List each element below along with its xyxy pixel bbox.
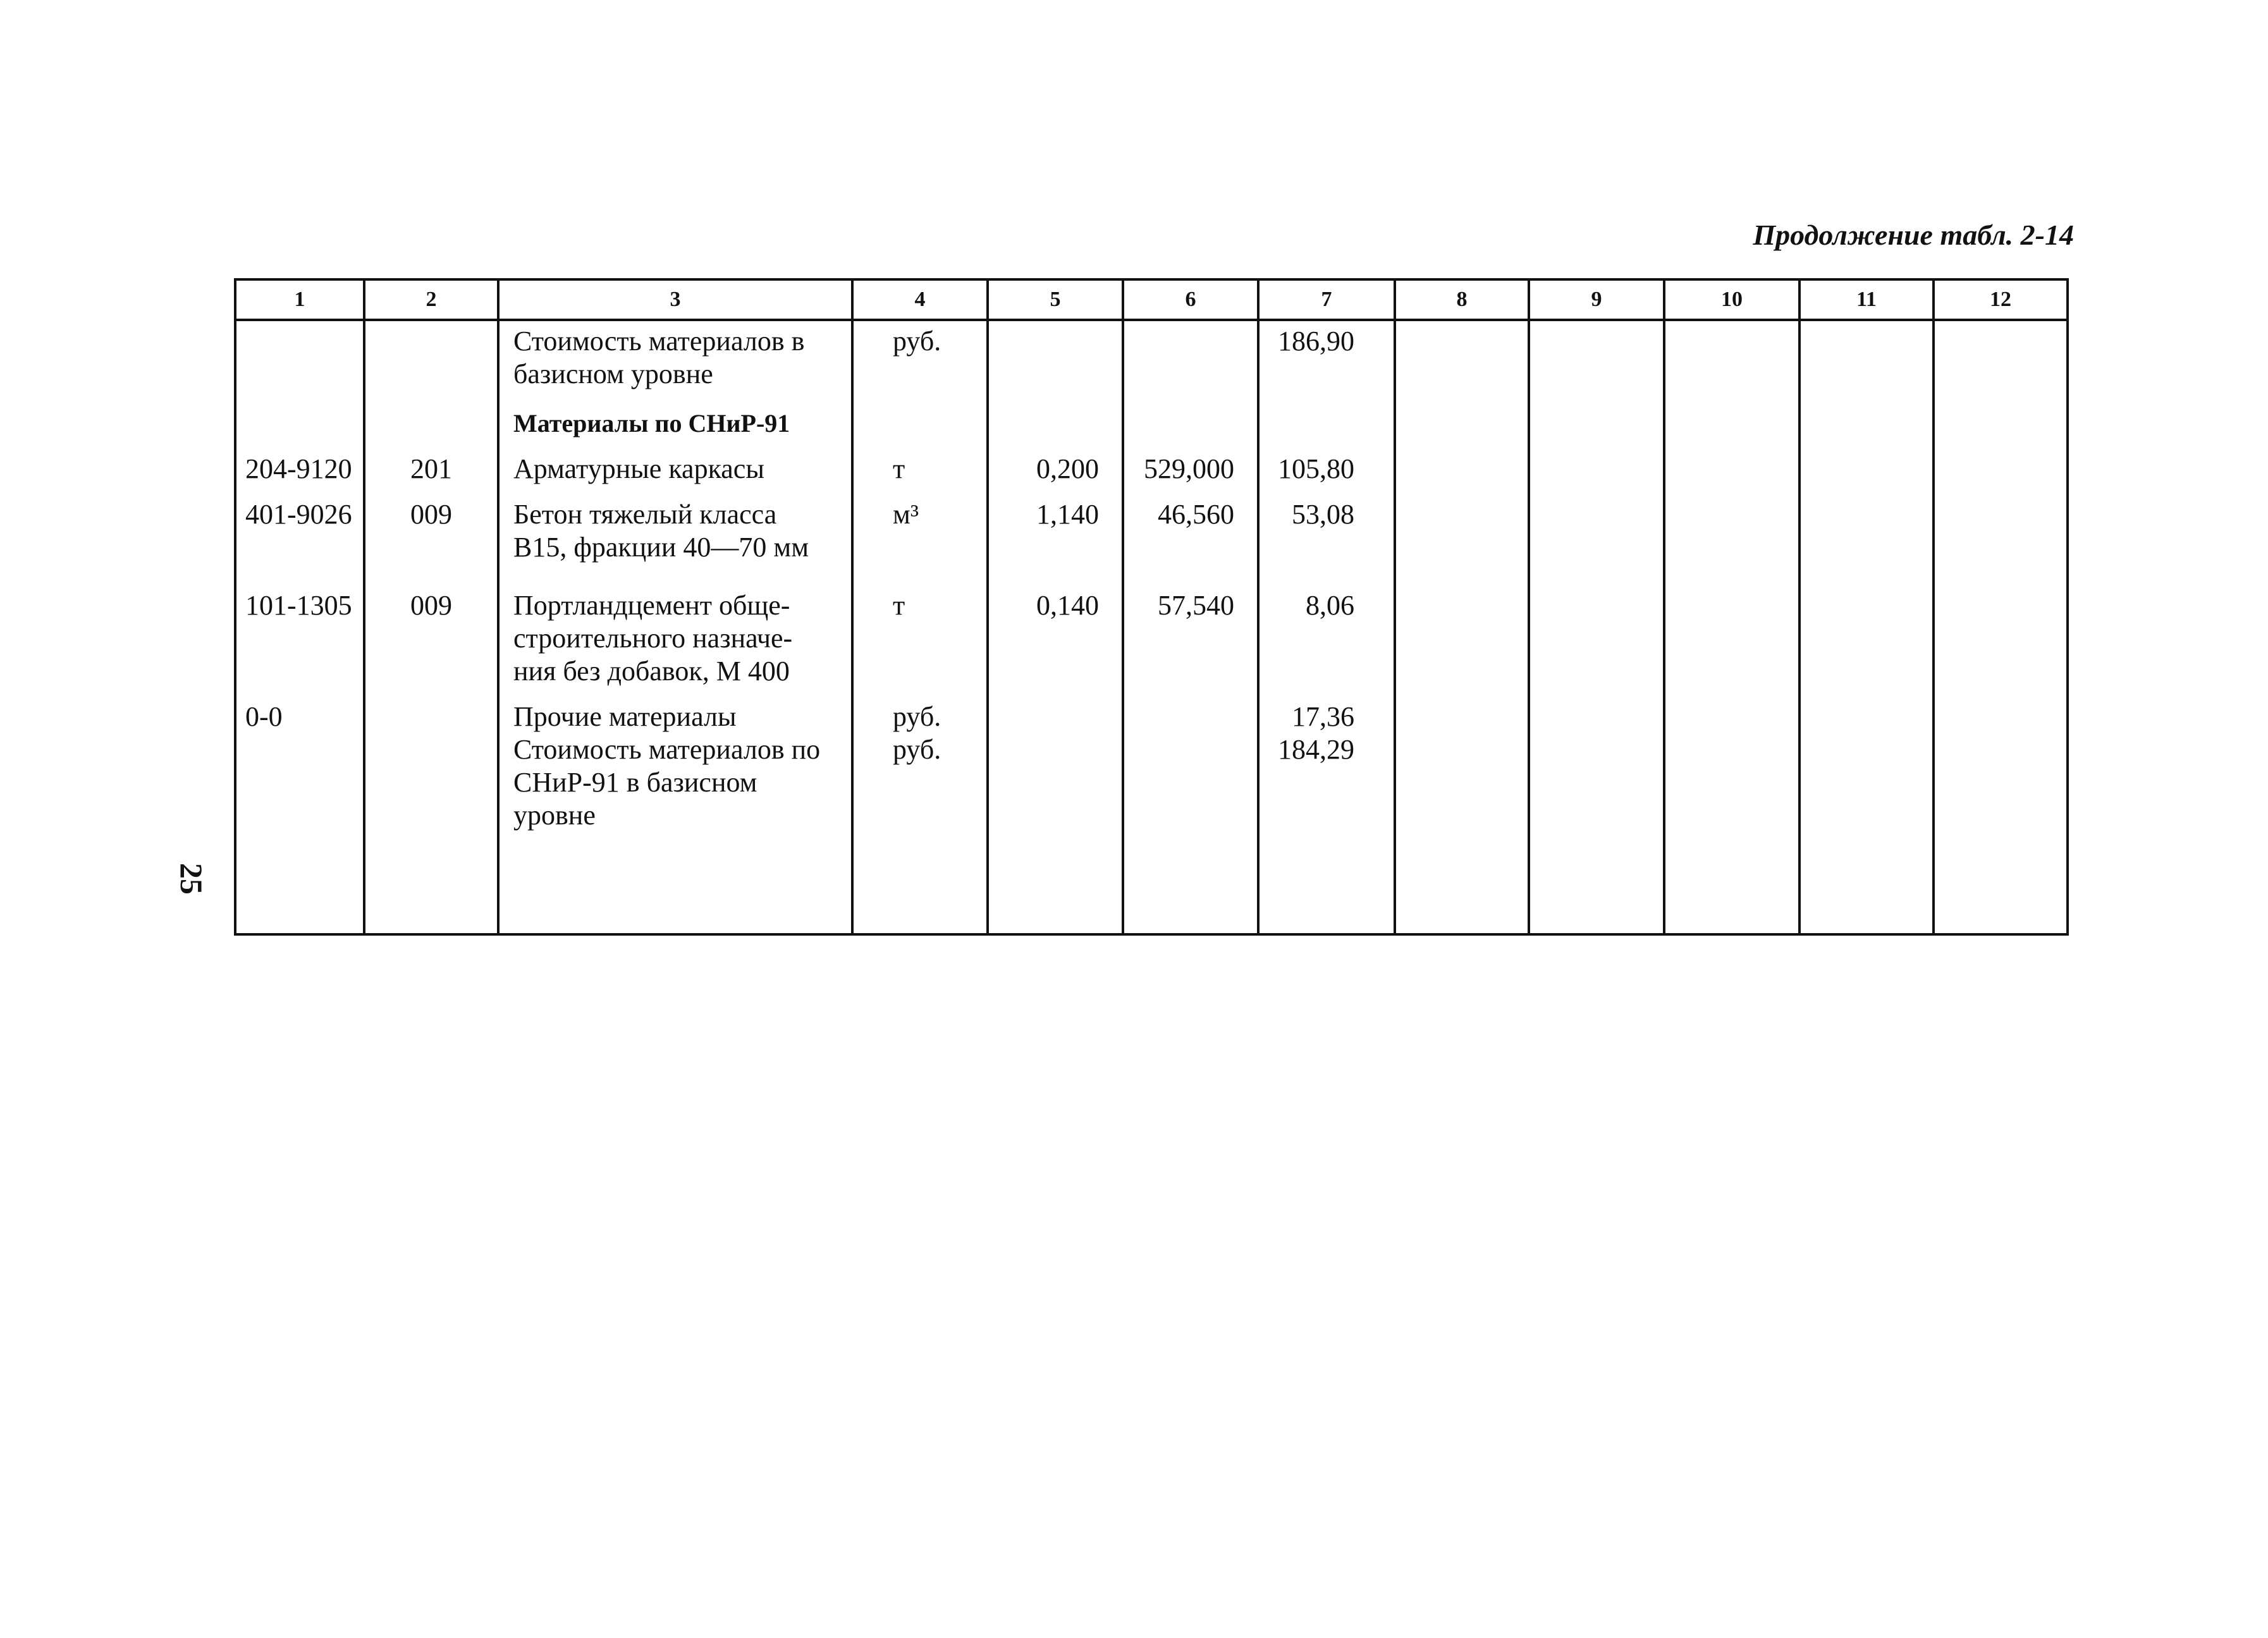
row-price: 46,560 <box>1158 499 1234 530</box>
row-total: 53,08 <box>1292 499 1354 530</box>
row-name: строительного назначе- <box>513 623 793 654</box>
row-price: 57,540 <box>1158 590 1234 621</box>
unit-column-cell <box>852 320 988 934</box>
snir-cost-total: 184,29 <box>1278 734 1354 765</box>
column-header: 3 <box>498 279 852 320</box>
row-number: 009 <box>410 590 452 621</box>
row-total: 105,80 <box>1278 453 1354 484</box>
row-price: 529,000 <box>1144 453 1234 484</box>
row-name: Арматурные каркасы <box>513 453 764 484</box>
column-header: 5 <box>988 279 1123 320</box>
name-column-cell <box>498 320 852 934</box>
row-name: В15, фракции 40—70 мм <box>513 532 809 563</box>
row-name: Бетон тяжелый класса <box>513 499 777 530</box>
snir-cost-label: Стоимость материалов по <box>513 734 821 765</box>
column-header: 11 <box>1799 279 1934 320</box>
column-header: 4 <box>852 279 988 320</box>
quantity-column-cell <box>988 320 1123 934</box>
page-number: 25 <box>174 863 209 895</box>
other-materials-unit: руб. <box>893 701 941 732</box>
empty-column-cell <box>1799 320 1934 934</box>
base-cost-unit: руб. <box>893 326 941 357</box>
column-header: 10 <box>1664 279 1799 320</box>
row-quantity: 1,140 <box>1036 499 1099 530</box>
column-header: 1 <box>235 279 364 320</box>
empty-column-cell <box>1664 320 1799 934</box>
number-column-cell <box>364 320 498 934</box>
header-row <box>235 279 2068 320</box>
snir-cost-label: уровне <box>513 800 596 831</box>
row-number: 009 <box>410 499 452 530</box>
row-code: 401-9026 <box>245 499 352 530</box>
row-unit: т <box>893 590 905 621</box>
row-number: 201 <box>410 453 452 484</box>
materials-table-container <box>234 278 2066 936</box>
other-materials-label: Прочие материалы <box>513 701 737 732</box>
empty-column-cell <box>1934 320 2068 934</box>
row-unit: т <box>893 453 905 484</box>
row-code: 101-1305 <box>245 590 352 621</box>
column-header: 2 <box>364 279 498 320</box>
base-cost-label: базисном уровне <box>513 358 713 389</box>
other-materials-total: 17,36 <box>1292 701 1354 732</box>
column-header: 8 <box>1395 279 1529 320</box>
materials-table <box>234 278 2069 936</box>
row-name: ния без добавок, М 400 <box>513 656 790 687</box>
snir-cost-label: СНиР-91 в базисном <box>513 767 757 798</box>
table-caption: Продолжение табл. 2-14 <box>1753 219 2074 251</box>
price-column-cell <box>1123 320 1258 934</box>
snir-cost-unit: руб. <box>893 734 941 765</box>
column-header: 7 <box>1258 279 1395 320</box>
section-title: Материалы по СНиР-91 <box>513 409 790 437</box>
row-quantity: 0,140 <box>1036 590 1099 621</box>
column-header: 9 <box>1529 279 1664 320</box>
column-header: 6 <box>1123 279 1258 320</box>
column-header: 12 <box>1934 279 2068 320</box>
base-cost-total: 186,90 <box>1278 326 1354 357</box>
row-code: 0-0 <box>245 701 283 732</box>
total-column-cell <box>1258 320 1395 934</box>
row-unit: м³ <box>893 499 919 530</box>
empty-column-cell <box>1395 320 1529 934</box>
row-code: 204-9120 <box>245 453 352 484</box>
row-name: Портландцемент обще- <box>513 590 790 621</box>
table-body-row <box>235 320 2068 934</box>
code-column-cell <box>235 320 364 934</box>
row-total: 8,06 <box>1306 590 1354 621</box>
base-cost-label: Стоимость материалов в <box>513 326 805 357</box>
row-quantity: 0,200 <box>1036 453 1099 484</box>
empty-column-cell <box>1529 320 1664 934</box>
